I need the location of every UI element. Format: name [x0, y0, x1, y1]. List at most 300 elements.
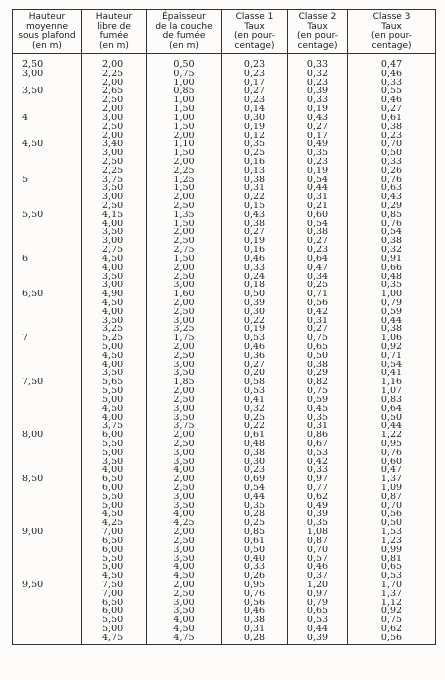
smoke-free-height-cell: 6,00 [82, 484, 147, 493]
class-2-rate-cell: 0,21 [288, 202, 348, 211]
smoke-free-height-cell: 7,00 [82, 590, 147, 599]
smoke-layer-thickness-cell: 2,00 [147, 193, 222, 202]
class-3-rate-cell: 0,26 [348, 167, 436, 176]
class-2-rate-cell: 0,31 [288, 317, 348, 326]
smoke-free-height-cell: 4,00 [82, 264, 147, 273]
smoke-layer-thickness-cell: 3,75 [147, 422, 222, 431]
smoke-free-height-cell: 4,00 [82, 308, 147, 317]
header-smoke-free-height: Hauteur libre de fumée (en m) [82, 10, 147, 54]
ceiling-height-cell [13, 502, 82, 511]
smoke-layer-thickness-cell: 1,50 [147, 105, 222, 114]
class-3-rate-cell: 0,76 [348, 220, 436, 229]
smoke-free-height-cell: 2,75 [82, 246, 147, 255]
smoke-free-height-cell: 5,50 [82, 616, 147, 625]
smoke-free-height-cell: 5,25 [82, 334, 147, 343]
class-3-rate-cell: 0,50 [348, 149, 436, 158]
ceiling-height-cell [13, 634, 82, 644]
class-3-rate-cell: 0,70 [348, 140, 436, 149]
class-3-rate-cell: 0,62 [348, 625, 436, 634]
class-3-rate-cell: 0,79 [348, 299, 436, 308]
class-2-rate-cell: 0,38 [288, 361, 348, 370]
smoke-layer-thickness-cell: 2,00 [147, 228, 222, 237]
ceiling-height-cell [13, 184, 82, 193]
class-2-rate-cell: 0,53 [288, 616, 348, 625]
class-1-rate-cell: 0,22 [222, 422, 288, 431]
table-row [13, 273, 436, 282]
smoke-free-height-cell: 6,00 [82, 431, 147, 440]
class-3-rate-cell: 0,54 [348, 228, 436, 237]
class-3-rate-cell: 0,63 [348, 184, 436, 193]
class-3-rate-cell: 0,56 [348, 510, 436, 519]
class-2-rate-cell: 0,82 [288, 378, 348, 387]
ceiling-height-cell [13, 440, 82, 449]
ceiling-height-cell [13, 519, 82, 528]
class-1-rate-cell: 0,38 [222, 616, 288, 625]
ceiling-height-cell [13, 123, 82, 132]
table-row [13, 334, 436, 343]
smoke-free-height-cell: 6,50 [82, 599, 147, 608]
class-3-rate-cell: 0,46 [348, 96, 436, 105]
class-3-rate-cell: 0,87 [348, 493, 436, 502]
class-3-rate-cell: 0,38 [348, 325, 436, 334]
ceiling-height-cell [13, 149, 82, 158]
class-2-rate-cell: 0,70 [288, 546, 348, 555]
table-row [13, 537, 436, 546]
smoke-free-height-cell: 5,00 [82, 449, 147, 458]
smoke-free-height-cell: 2,00 [82, 105, 147, 114]
table-row [13, 87, 436, 96]
ceiling-height-cell [13, 510, 82, 519]
header-row [13, 10, 436, 54]
table-row [13, 158, 436, 167]
class-3-rate-cell: 0,33 [348, 158, 436, 167]
ceiling-height-cell [13, 537, 82, 546]
ceiling-height-cell: 8,00 [13, 431, 82, 440]
smoke-layer-thickness-cell: 2,75 [147, 246, 222, 255]
class-2-rate-cell: 0,77 [288, 484, 348, 493]
class-1-rate-cell: 0,30 [222, 308, 288, 317]
ceiling-height-cell: 9,50 [13, 581, 82, 590]
header-class-1-rate: Classe 1 Taux (en pour- centage) [222, 10, 288, 54]
ceiling-height-cell: 7,50 [13, 378, 82, 387]
smoke-layer-thickness-cell: 2,50 [147, 537, 222, 546]
class-1-rate-cell: 0,17 [222, 79, 288, 88]
class-1-rate-cell: 0,23 [222, 466, 288, 475]
class-1-rate-cell: 0,50 [222, 546, 288, 555]
ceiling-height-cell [13, 343, 82, 352]
class-2-rate-cell: 0,75 [288, 334, 348, 343]
smoke-layer-thickness-cell: 3,50 [147, 607, 222, 616]
class-3-rate-cell: 0,23 [348, 132, 436, 141]
class-3-rate-cell: 0,38 [348, 123, 436, 132]
smoke-layer-thickness-cell: 4,75 [147, 634, 222, 644]
class-1-rate-cell: 0,38 [222, 220, 288, 229]
class-1-rate-cell: 0,30 [222, 114, 288, 123]
ceiling-height-cell [13, 158, 82, 167]
smoke-extraction-table-page [12, 9, 435, 673]
class-2-rate-cell: 0,27 [288, 123, 348, 132]
table-body [13, 54, 436, 645]
smoke-layer-thickness-cell: 2,50 [147, 308, 222, 317]
class-1-rate-cell: 0,46 [222, 255, 288, 264]
ceiling-height-cell [13, 405, 82, 414]
table-row [13, 396, 436, 405]
table-row [13, 105, 436, 114]
smoke-extraction-rates-table [12, 9, 436, 645]
ceiling-height-cell [13, 237, 82, 246]
class-2-rate-cell: 0,54 [288, 176, 348, 185]
ceiling-height-cell [13, 79, 82, 88]
ceiling-height-cell [13, 590, 82, 599]
class-1-rate-cell: 0,40 [222, 555, 288, 564]
smoke-free-height-cell: 4,00 [82, 220, 147, 229]
table-row [13, 184, 436, 193]
ceiling-height-cell: 4,50 [13, 140, 82, 149]
smoke-free-height-cell: 5,00 [82, 396, 147, 405]
class-2-rate-cell: 1,08 [288, 528, 348, 537]
smoke-free-height-cell: 3,50 [82, 458, 147, 467]
smoke-layer-thickness-cell: 1,50 [147, 220, 222, 229]
class-1-rate-cell: 0,56 [222, 599, 288, 608]
ceiling-height-cell [13, 422, 82, 431]
table-row [13, 466, 436, 475]
class-2-rate-cell: 0,19 [288, 105, 348, 114]
ceiling-height-cell [13, 607, 82, 616]
ceiling-height-cell [13, 599, 82, 608]
class-2-rate-cell: 0,34 [288, 273, 348, 282]
table-row [13, 96, 436, 105]
class-1-rate-cell: 0,23 [222, 96, 288, 105]
ceiling-height-cell [13, 466, 82, 475]
smoke-layer-thickness-cell: 3,50 [147, 414, 222, 423]
table-row [13, 54, 436, 70]
table-row [13, 202, 436, 211]
smoke-layer-thickness-cell: 1,50 [147, 184, 222, 193]
ceiling-height-cell [13, 281, 82, 290]
class-1-rate-cell: 0,19 [222, 325, 288, 334]
table-row [13, 572, 436, 581]
class-2-rate-cell: 0,97 [288, 475, 348, 484]
table-row [13, 220, 436, 229]
smoke-free-height-cell: 2,50 [82, 202, 147, 211]
class-1-rate-cell: 0,31 [222, 184, 288, 193]
class-2-rate-cell: 0,39 [288, 510, 348, 519]
class-1-rate-cell: 0,23 [222, 70, 288, 79]
smoke-layer-thickness-cell: 2,00 [147, 528, 222, 537]
smoke-free-height-cell: 5,50 [82, 387, 147, 396]
table-row [13, 79, 436, 88]
smoke-layer-thickness-cell: 1,00 [147, 114, 222, 123]
class-1-rate-cell: 0,43 [222, 211, 288, 220]
smoke-layer-thickness-cell: 2,50 [147, 590, 222, 599]
table-row [13, 193, 436, 202]
class-1-rate-cell: 0,38 [222, 449, 288, 458]
ceiling-height-cell [13, 361, 82, 370]
smoke-free-height-cell: 5,50 [82, 440, 147, 449]
class-2-rate-cell: 0,33 [288, 466, 348, 475]
smoke-layer-thickness-cell: 3,00 [147, 361, 222, 370]
smoke-layer-thickness-cell: 1,50 [147, 255, 222, 264]
class-2-rate-cell: 0,39 [288, 87, 348, 96]
smoke-layer-thickness-cell: 4,00 [147, 563, 222, 572]
class-2-rate-cell: 1,20 [288, 581, 348, 590]
class-3-rate-cell: 0,76 [348, 176, 436, 185]
class-3-rate-cell: 1,37 [348, 475, 436, 484]
ceiling-height-cell [13, 414, 82, 423]
smoke-free-height-cell: 2,65 [82, 87, 147, 96]
ceiling-height-cell: 7 [13, 334, 82, 343]
class-2-rate-cell: 0,71 [288, 290, 348, 299]
table-row [13, 255, 436, 264]
smoke-layer-thickness-cell: 2,50 [147, 273, 222, 282]
class-2-rate-cell: 0,59 [288, 396, 348, 405]
class-2-rate-cell: 0,27 [288, 237, 348, 246]
class-2-rate-cell: 0,87 [288, 537, 348, 546]
table-row [13, 590, 436, 599]
ceiling-height-cell [13, 105, 82, 114]
smoke-free-height-cell: 4,25 [82, 519, 147, 528]
class-3-rate-cell: 0,55 [348, 87, 436, 96]
smoke-free-height-cell: 4,90 [82, 290, 147, 299]
class-3-rate-cell: 0,70 [348, 502, 436, 511]
ceiling-height-cell [13, 625, 82, 634]
ceiling-height-cell: 6 [13, 255, 82, 264]
smoke-free-height-cell: 2,25 [82, 70, 147, 79]
class-3-rate-cell: 0,38 [348, 237, 436, 246]
table-row [13, 422, 436, 431]
class-2-rate-cell: 0,23 [288, 79, 348, 88]
table-row [13, 440, 436, 449]
smoke-free-height-cell: 2,50 [82, 123, 147, 132]
ceiling-height-cell [13, 202, 82, 211]
class-1-rate-cell: 0,61 [222, 537, 288, 546]
smoke-layer-thickness-cell: 2,00 [147, 581, 222, 590]
table-row [13, 449, 436, 458]
class-3-rate-cell: 1,23 [348, 537, 436, 546]
class-1-rate-cell: 0,22 [222, 317, 288, 326]
smoke-free-height-cell: 2,50 [82, 96, 147, 105]
smoke-layer-thickness-cell: 3,00 [147, 546, 222, 555]
class-3-rate-cell: 0,75 [348, 616, 436, 625]
class-3-rate-cell: 1,22 [348, 431, 436, 440]
class-2-rate-cell: 0,37 [288, 572, 348, 581]
smoke-layer-thickness-cell: 3,50 [147, 369, 222, 378]
class-1-rate-cell: 0,48 [222, 440, 288, 449]
ceiling-height-cell [13, 325, 82, 334]
ceiling-height-cell [13, 369, 82, 378]
smoke-free-height-cell: 6,50 [82, 475, 147, 484]
class-3-rate-cell: 0,44 [348, 317, 436, 326]
smoke-free-height-cell: 3,75 [82, 176, 147, 185]
class-3-rate-cell: 0,66 [348, 264, 436, 273]
class-1-rate-cell: 0,28 [222, 634, 288, 644]
smoke-free-height-cell: 3,50 [82, 369, 147, 378]
class-3-rate-cell: 0,92 [348, 343, 436, 352]
class-1-rate-cell: 0,44 [222, 493, 288, 502]
class-2-rate-cell: 0,23 [288, 246, 348, 255]
table-row [13, 361, 436, 370]
class-1-rate-cell: 0,31 [222, 625, 288, 634]
class-1-rate-cell: 0,35 [222, 502, 288, 511]
smoke-layer-thickness-cell: 1,35 [147, 211, 222, 220]
class-2-rate-cell: 0,33 [288, 54, 348, 70]
table-row [13, 581, 436, 590]
table-row [13, 290, 436, 299]
smoke-free-height-cell: 5,00 [82, 343, 147, 352]
table-row [13, 114, 436, 123]
class-3-rate-cell: 0,71 [348, 352, 436, 361]
class-3-rate-cell: 0,32 [348, 246, 436, 255]
smoke-layer-thickness-cell: 2,50 [147, 202, 222, 211]
smoke-layer-thickness-cell: 3,50 [147, 458, 222, 467]
class-3-rate-cell: 0,50 [348, 414, 436, 423]
smoke-free-height-cell: 3,00 [82, 237, 147, 246]
class-3-rate-cell: 0,85 [348, 211, 436, 220]
class-3-rate-cell: 0,35 [348, 281, 436, 290]
smoke-layer-thickness-cell: 2,00 [147, 158, 222, 167]
smoke-layer-thickness-cell: 2,25 [147, 167, 222, 176]
smoke-free-height-cell: 4,00 [82, 414, 147, 423]
class-1-rate-cell: 0,19 [222, 237, 288, 246]
smoke-free-height-cell: 2,50 [82, 158, 147, 167]
class-1-rate-cell: 0,32 [222, 405, 288, 414]
ceiling-height-cell: 3,00 [13, 70, 82, 79]
class-2-rate-cell: 0,53 [288, 449, 348, 458]
class-3-rate-cell: 1,07 [348, 387, 436, 396]
class-1-rate-cell: 0,24 [222, 273, 288, 282]
class-3-rate-cell: 0,56 [348, 634, 436, 644]
smoke-layer-thickness-cell: 2,00 [147, 475, 222, 484]
class-3-rate-cell: 0,95 [348, 440, 436, 449]
smoke-free-height-cell: 3,00 [82, 114, 147, 123]
table-row [13, 519, 436, 528]
class-2-rate-cell: 0,64 [288, 255, 348, 264]
ceiling-height-cell [13, 396, 82, 405]
ceiling-height-cell [13, 317, 82, 326]
class-1-rate-cell: 0,23 [222, 54, 288, 70]
smoke-layer-thickness-cell: 2,50 [147, 484, 222, 493]
smoke-layer-thickness-cell: 1,00 [147, 96, 222, 105]
table-row [13, 132, 436, 141]
class-2-rate-cell: 0,38 [288, 228, 348, 237]
table-row [13, 607, 436, 616]
table-row [13, 625, 436, 634]
class-3-rate-cell: 1,37 [348, 590, 436, 599]
smoke-free-height-cell: 3,75 [82, 422, 147, 431]
table-row [13, 149, 436, 158]
class-2-rate-cell: 0,39 [288, 634, 348, 644]
smoke-layer-thickness-cell: 2,00 [147, 299, 222, 308]
class-3-rate-cell: 1,53 [348, 528, 436, 537]
class-2-rate-cell: 0,75 [288, 387, 348, 396]
ceiling-height-cell: 4 [13, 114, 82, 123]
class-3-rate-cell: 1,70 [348, 581, 436, 590]
table-row [13, 458, 436, 467]
smoke-free-height-cell: 5,00 [82, 625, 147, 634]
smoke-layer-thickness-cell: 4,00 [147, 466, 222, 475]
class-1-rate-cell: 0,46 [222, 607, 288, 616]
class-3-rate-cell: 0,50 [348, 519, 436, 528]
ceiling-height-cell [13, 96, 82, 105]
smoke-free-height-cell: 4,50 [82, 572, 147, 581]
smoke-free-height-cell: 3,40 [82, 140, 147, 149]
smoke-layer-thickness-cell: 1,85 [147, 378, 222, 387]
class-2-rate-cell: 0,25 [288, 281, 348, 290]
class-2-rate-cell: 0,49 [288, 140, 348, 149]
header-ceiling-height: Hauteur moyenne sous plafond (en m) [13, 10, 82, 54]
class-3-rate-cell: 0,65 [348, 563, 436, 572]
class-3-rate-cell: 0,76 [348, 449, 436, 458]
class-3-rate-cell: 0,43 [348, 193, 436, 202]
class-3-rate-cell: 0,44 [348, 422, 436, 431]
smoke-layer-thickness-cell: 3,00 [147, 281, 222, 290]
smoke-free-height-cell: 2,00 [82, 54, 147, 70]
class-1-rate-cell: 0,18 [222, 281, 288, 290]
smoke-layer-thickness-cell: 3,00 [147, 599, 222, 608]
class-1-rate-cell: 0,25 [222, 149, 288, 158]
class-1-rate-cell: 0,41 [222, 396, 288, 405]
class-1-rate-cell: 0,16 [222, 158, 288, 167]
class-1-rate-cell: 0,20 [222, 369, 288, 378]
smoke-layer-thickness-cell: 3,00 [147, 317, 222, 326]
class-3-rate-cell: 0,33 [348, 79, 436, 88]
table-row [13, 414, 436, 423]
class-3-rate-cell: 0,46 [348, 70, 436, 79]
smoke-layer-thickness-cell: 4,00 [147, 616, 222, 625]
table-row [13, 237, 436, 246]
class-3-rate-cell: 1,06 [348, 334, 436, 343]
table-row [13, 317, 436, 326]
table-row [13, 484, 436, 493]
ceiling-height-cell [13, 449, 82, 458]
ceiling-height-cell: 9,00 [13, 528, 82, 537]
class-3-rate-cell: 0,47 [348, 54, 436, 70]
ceiling-height-cell [13, 352, 82, 361]
smoke-layer-thickness-cell: 0,85 [147, 87, 222, 96]
smoke-free-height-cell: 3,00 [82, 281, 147, 290]
class-2-rate-cell: 0,35 [288, 519, 348, 528]
class-1-rate-cell: 0,33 [222, 563, 288, 572]
ceiling-height-cell [13, 484, 82, 493]
smoke-free-height-cell: 3,25 [82, 325, 147, 334]
class-2-rate-cell: 0,45 [288, 405, 348, 414]
class-1-rate-cell: 0,58 [222, 378, 288, 387]
class-3-rate-cell: 0,59 [348, 308, 436, 317]
table-row [13, 493, 436, 502]
class-2-rate-cell: 0,27 [288, 325, 348, 334]
class-2-rate-cell: 0,33 [288, 96, 348, 105]
smoke-layer-thickness-cell: 0,75 [147, 70, 222, 79]
class-3-rate-cell: 1,16 [348, 378, 436, 387]
smoke-free-height-cell: 2,00 [82, 79, 147, 88]
smoke-free-height-cell: 4,50 [82, 255, 147, 264]
smoke-layer-thickness-cell: 4,50 [147, 572, 222, 581]
ceiling-height-cell [13, 563, 82, 572]
smoke-layer-thickness-cell: 4,00 [147, 510, 222, 519]
class-2-rate-cell: 0,32 [288, 70, 348, 79]
smoke-layer-thickness-cell: 2,50 [147, 352, 222, 361]
ceiling-height-cell [13, 167, 82, 176]
class-1-rate-cell: 0,13 [222, 167, 288, 176]
smoke-layer-thickness-cell: 1,00 [147, 79, 222, 88]
class-3-rate-cell: 1,09 [348, 484, 436, 493]
class-1-rate-cell: 0,38 [222, 176, 288, 185]
smoke-layer-thickness-cell: 3,00 [147, 405, 222, 414]
table-row [13, 246, 436, 255]
class-1-rate-cell: 0,54 [222, 484, 288, 493]
class-1-rate-cell: 0,53 [222, 387, 288, 396]
class-1-rate-cell: 0,27 [222, 87, 288, 96]
